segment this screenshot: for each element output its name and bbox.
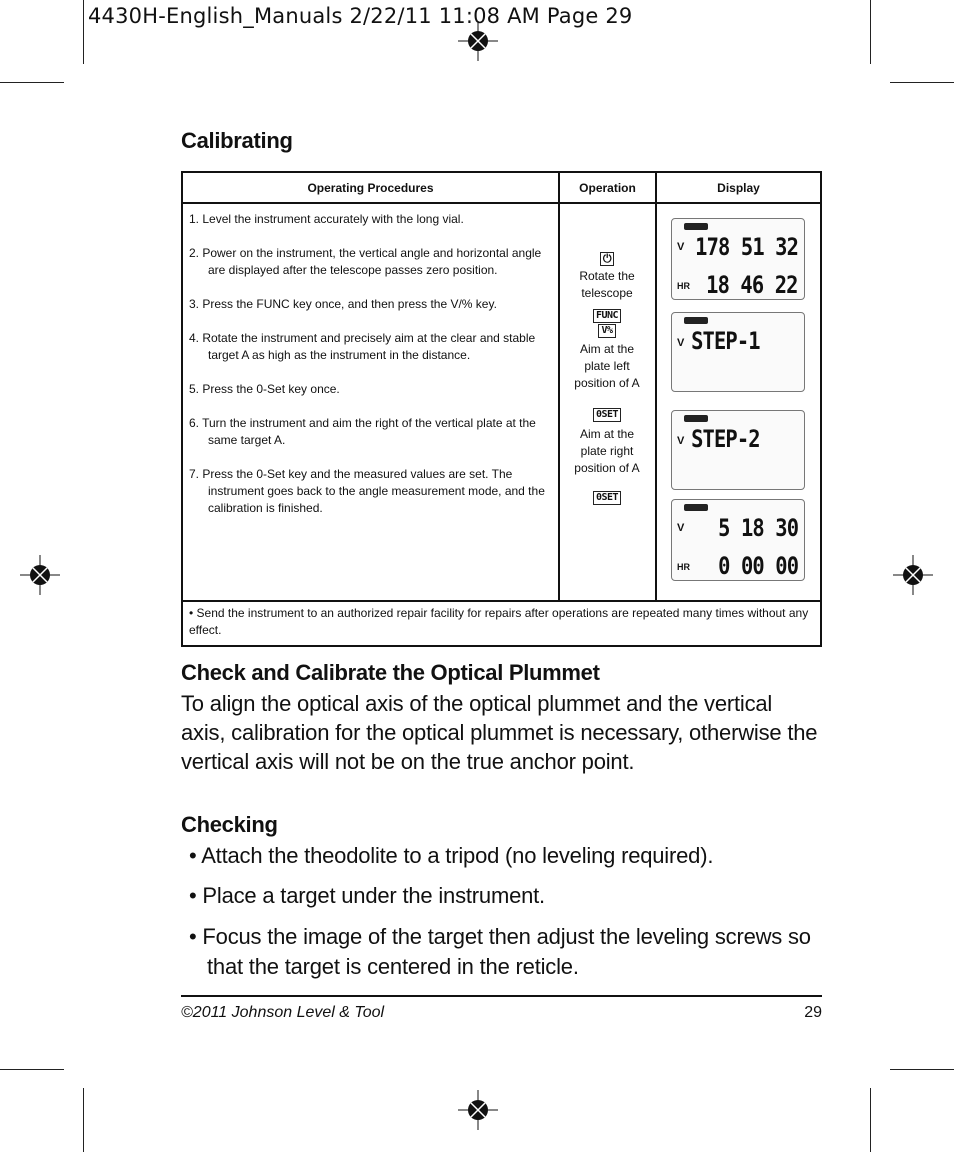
crop-mark-bottom-right-v (870, 1088, 871, 1152)
checking-heading: Checking (181, 812, 278, 837)
print-slug: 4430H-English_Manuals 2/22/11 11:08 AM Page 29 (88, 4, 633, 28)
column-header-procedures: Operating Procedures (183, 173, 558, 204)
crop-mark-bottom-right-h (890, 1069, 954, 1070)
plummet-paragraph: To align the optical axis of the optical plummet and the vertical axis, calibration for the optical plummet is necessary, otherwise the vertical axis will not be on the true anchor point. (181, 691, 818, 774)
oset-key-icon: 0SET (593, 491, 621, 505)
lcd-value-v: 178 51 32 (695, 233, 798, 261)
procedure-step: 5. Press the 0-Set key once. (189, 382, 340, 396)
crop-mark-top-right-h (890, 82, 954, 83)
page-number: 29 (804, 1004, 822, 1021)
footer-rule (181, 995, 822, 997)
battery-icon (684, 223, 708, 230)
lcd-label-h: HR (677, 281, 690, 291)
operation-rotate: Rotate the telescope (579, 269, 635, 300)
operation-aim-left: Aim at the plate left position of A (574, 342, 640, 390)
section-title: Calibrating (181, 128, 293, 153)
operation-column (559, 204, 655, 600)
checking-bullet: • Attach the theodolite to a tripod (no leveling required). (189, 843, 714, 868)
power-key-icon: ⏻ (600, 252, 614, 266)
column-header-display: Display (657, 173, 820, 204)
procedure-step: 3. Press the FUNC key once, and then press the V/% key. (189, 297, 497, 311)
lcd-label-v: V (677, 522, 685, 534)
battery-icon (684, 415, 708, 422)
func-key-icon: FUNC (593, 309, 621, 323)
procedure-step: 1. Level the instrument accurately with the long vial. (189, 212, 464, 226)
lcd-label-h: HR (677, 562, 690, 572)
lcd-label-v: V (677, 241, 685, 253)
checking-bullet: • Place a target under the instrument. (189, 883, 545, 908)
display-column (657, 204, 820, 600)
lcd-value-h: 18 46 22 (706, 271, 798, 299)
lcd-value-v: STEP-1 (691, 327, 760, 355)
procedure-table (181, 171, 822, 647)
column-header-operation: Operation (560, 173, 655, 204)
lcd-label-v: V (677, 337, 685, 349)
plummet-heading: Check and Calibrate the Optical Plummet (181, 660, 600, 685)
lcd-value-v: 5 18 30 (717, 514, 798, 542)
lcd-display (671, 410, 805, 490)
procedure-step: 7. Press the 0-Set key and the measured values are set. The instrument goes back to the angle measurement mode, and the calibration is finished. (189, 467, 545, 515)
battery-icon (684, 504, 708, 511)
row-divider (183, 600, 820, 602)
registration-mark-right-icon (893, 555, 933, 595)
lcd-value-v: STEP-2 (691, 425, 760, 453)
procedure-step: 6. Turn the instrument and aim the right of the vertical plate at the same target A. (189, 416, 536, 447)
procedure-steps (189, 211, 554, 534)
lcd-value-h: 0 00 00 (717, 552, 798, 580)
operation-aim-right: Aim at the plate right position of A (574, 427, 640, 475)
battery-icon (684, 317, 708, 324)
crop-mark-top-left-v (83, 0, 84, 64)
registration-mark-left-icon (20, 555, 60, 595)
registration-mark-bottom-icon (458, 1090, 498, 1130)
crop-mark-top-left-h (0, 82, 64, 83)
lcd-display (671, 312, 805, 392)
crop-mark-bottom-left-v (83, 1088, 84, 1152)
footer-copyright: ©2011 Johnson Level & Tool (181, 1004, 385, 1021)
crop-mark-top-right-v (870, 0, 871, 64)
checking-bullet: • Focus the image of the target then adjust the leveling screws so that the target is centered in the reticle. (189, 924, 811, 979)
oset-key-icon: 0SET (593, 408, 621, 422)
crop-mark-bottom-left-h (0, 1069, 64, 1070)
lcd-label-v: V (677, 435, 685, 447)
v-percent-key-icon: V% (598, 324, 615, 338)
procedure-step: 2. Power on the instrument, the vertical angle and horizontal angle are displayed after the telescope passes zero position. (189, 246, 542, 277)
registration-mark-top-icon (458, 21, 498, 61)
lcd-display (671, 218, 805, 300)
lcd-display (671, 499, 805, 581)
table-note: • Send the instrument to an authorized repair facility for repairs after operations are repeated many times without any effect. (189, 606, 809, 637)
procedure-step: 4. Rotate the instrument and precisely aim at the clear and stable target A as high as the instrument in the distance. (189, 331, 536, 362)
